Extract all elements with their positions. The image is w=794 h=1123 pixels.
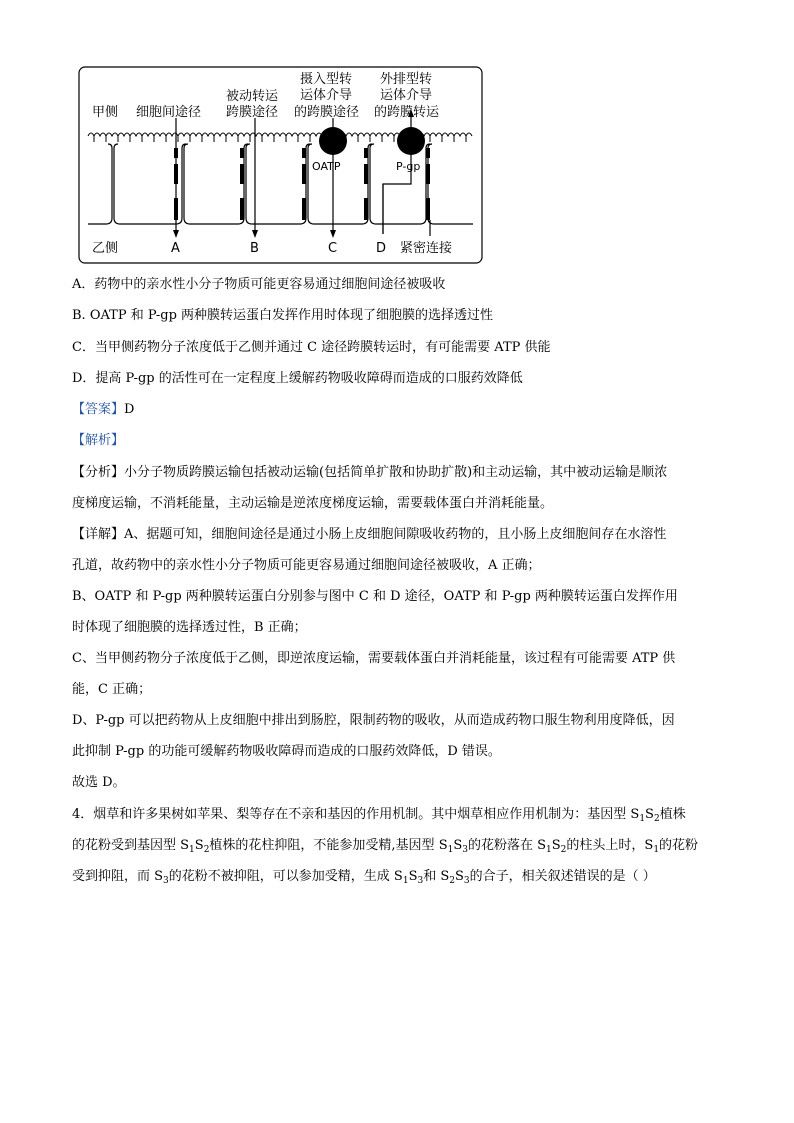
label-efflux-3: 的跨膜转运 bbox=[374, 105, 440, 120]
q4-text-4: 植株的花柱抑阻，不能参加受精,基因型 bbox=[209, 838, 439, 853]
sub-1: 1 bbox=[546, 845, 552, 855]
gene-s: S bbox=[453, 838, 463, 853]
label-oatp: OATP bbox=[312, 160, 341, 173]
gene-s: S bbox=[438, 838, 448, 853]
q4-text-11: 的合子，相关叙述错误的是（ ） bbox=[469, 869, 656, 884]
label-yi-side: 乙侧 bbox=[92, 241, 119, 256]
q4-text-10: 和 bbox=[423, 869, 441, 884]
fenxi-text-1: 小分子物质跨膜运输包括被动运输(包括简单扩散和协助扩散)和主动运输，其中被动运输是顺浓 bbox=[124, 465, 668, 480]
detail-tag: 【详解】 bbox=[72, 527, 125, 542]
label-efflux-2: 运体介导 bbox=[380, 88, 433, 103]
label-efflux-1: 外排型转 bbox=[380, 72, 433, 87]
q4-text-1: 4．烟草和许多果树如苹果、梨等存在不亲和基因的作用机制。其中烟草相应作用机制为：基因型 bbox=[72, 807, 631, 822]
detail-text-1: A、据题可知，细胞间途径是通过小肠上皮细胞间隙吸收药物的，且小肠上皮细胞间存在水溶性 bbox=[124, 527, 667, 542]
sub-1: 1 bbox=[447, 845, 454, 855]
fenxi-line-1 bbox=[72, 463, 667, 483]
sub-1: 1 bbox=[402, 876, 409, 886]
fenxi-tag: 【分析】 bbox=[72, 465, 125, 480]
answer-value: D bbox=[124, 402, 135, 417]
q4-line-3 bbox=[72, 867, 656, 887]
gene-s: S bbox=[644, 838, 654, 853]
analysis-tag: 【解析】 bbox=[72, 433, 125, 448]
gene-s: S bbox=[194, 838, 204, 853]
label-uptake-3: 的跨膜途径 bbox=[294, 105, 360, 120]
sub-3: 3 bbox=[463, 876, 470, 886]
label-d: D bbox=[376, 241, 387, 256]
sub-2: 2 bbox=[560, 845, 567, 855]
option-a: A．药物中的亲水性小分子物质可能更容易通过细胞间途径被吸收 bbox=[72, 277, 446, 292]
sub-3: 3 bbox=[462, 845, 468, 855]
q4-line-2 bbox=[72, 836, 698, 856]
answer-line bbox=[72, 400, 134, 420]
option-b: B. OATP 和 P-gp 两种膜转运蛋白发挥作用时体现了细胞膜的选择透过性 bbox=[72, 308, 494, 323]
detail-line-5: C、当甲侧药物分子浓度低于乙侧，即逆浓度运输，需要载体蛋白并消耗能量，该过程有可能需要 ATP 供 bbox=[72, 651, 676, 666]
q4-line-1 bbox=[72, 805, 686, 825]
membrane-transport-figure bbox=[78, 66, 483, 264]
label-pgp: P-gp bbox=[396, 160, 421, 173]
label-tight-junction: 紧密连接 bbox=[400, 241, 453, 256]
sub-2: 2 bbox=[203, 845, 210, 855]
q4-text-9: 的花粉不被抑阻，可以参加受精，生成 bbox=[168, 869, 394, 884]
label-paracellular: 细胞间途径 bbox=[136, 105, 202, 120]
q4-text-5: 的花粉落在 bbox=[467, 838, 538, 853]
sub-3: 3 bbox=[417, 876, 424, 886]
answer-tag: 【答案】 bbox=[72, 402, 125, 417]
detail-line-1 bbox=[72, 525, 666, 545]
sub-1: 1 bbox=[189, 845, 195, 855]
gene-s: S bbox=[551, 838, 561, 853]
detail-line-6: 能，C 正确； bbox=[72, 682, 152, 697]
gene-s: S bbox=[645, 807, 654, 822]
gene-s: S bbox=[154, 869, 164, 884]
label-passive-2: 跨膜途径 bbox=[226, 105, 279, 120]
q4-text-6: 的柱头上时， bbox=[566, 838, 645, 853]
q4-text-7: 的花粉 bbox=[659, 838, 699, 853]
gene-s: S bbox=[440, 869, 450, 884]
detail-line-4: 时体现了细胞膜的选择透过性，B 正确； bbox=[72, 620, 307, 635]
label-c: C bbox=[328, 241, 338, 256]
option-c: C．当甲侧药物分子浓度低于乙侧并通过 C 途径跨膜转运时，有可能需要 ATP 供能 bbox=[72, 340, 551, 355]
gene-s: S bbox=[393, 869, 403, 884]
detail-line-2: 孔道，故药物中的亲水性小分子物质可能更容易通过细胞间途径被吸收，A 正确； bbox=[72, 558, 541, 573]
sub-1: 1 bbox=[639, 814, 646, 824]
detail-line-9: 故选 D。 bbox=[72, 775, 126, 790]
sub-1: 1 bbox=[653, 845, 660, 855]
gene-s: S bbox=[537, 838, 547, 853]
detail-line-7: D、P-gp 可以把药物从上皮细胞中排出到肠腔，限制药物的吸收，从而造成药物口服生物利用度降低，因 bbox=[72, 713, 675, 728]
fenxi-line-2: 度梯度运输，不消耗能量，主动运输是逆浓度梯度运输，需要载体蛋白并消耗能量。 bbox=[72, 496, 554, 511]
q4-text-3: 的花粉受到基因型 bbox=[72, 838, 181, 853]
sub-3: 3 bbox=[163, 876, 169, 886]
label-passive-1: 被动转运 bbox=[226, 89, 279, 104]
sub-2: 2 bbox=[653, 814, 660, 824]
q4-text-8: 受到抑阻，而 bbox=[72, 869, 155, 884]
label-a: A bbox=[171, 241, 180, 256]
gene-s: S bbox=[408, 869, 418, 884]
detail-line-8: 此抑制 P-gp 的功能可缓解药物吸收障碍而造成的口服药效降低，D 错误。 bbox=[72, 744, 501, 759]
gene-s: S bbox=[180, 838, 190, 853]
label-b: B bbox=[250, 241, 259, 256]
sub-2: 2 bbox=[449, 876, 455, 886]
label-jia-side: 甲侧 bbox=[92, 105, 119, 120]
option-d: D．提高 P-gp 的活性可在一定程度上缓解药物吸收障碍而造成的口服药效降低 bbox=[72, 371, 523, 386]
detail-line-3: B、OATP 和 P-gp 两种膜转运蛋白分别参与图中 C 和 D 途径，OATP 和 P-gp 两种膜转运蛋白发挥作用 bbox=[72, 589, 678, 604]
gene-s: S bbox=[454, 869, 464, 884]
label-uptake-1: 摄入型转 bbox=[300, 72, 353, 87]
q4-text-2: 植株 bbox=[659, 807, 686, 822]
epithelial-cells bbox=[88, 144, 473, 224]
gene-s: S bbox=[630, 807, 640, 822]
label-uptake-2: 运体介导 bbox=[300, 88, 353, 103]
